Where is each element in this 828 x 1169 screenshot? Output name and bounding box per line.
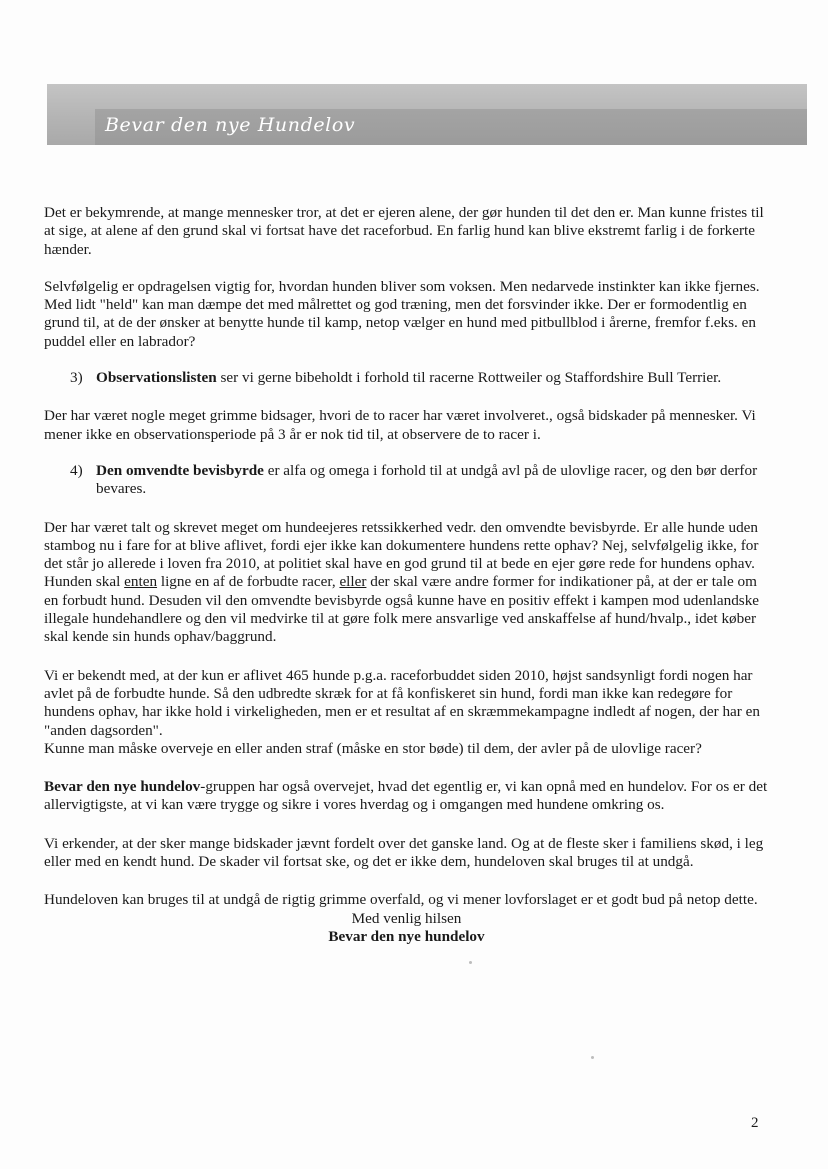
page-number: 2 — [751, 1115, 759, 1131]
paragraph-5-question: Kunne man måske overveje en eller anden straf (måske en stor bøde) til dem, der avler på de ulovlige racer? — [44, 739, 702, 757]
paragraph-5: Vi er bekendt med, at der kun er aflivet 465 hunde p.g.a. raceforbuddet siden 2010, højst sandsynligt fordi nogen har avlet på de forbudte hunde. Så den udbredte skræk for at få konfiskeret sin hund, fordi man ikke kan redegøre for hundens ophav, har ikke hold i virkeligheden, men er et resultat af en skræmmekampagne indledt af nogen, der har en "anden dagsorden". — [44, 666, 760, 739]
paragraph-6-rest: -gruppen har også overvejet, hvad det egentlig er, vi kan opnå med en hundelov. For os er det allervigtigste, at vi kan være trygge og sikre i vores hverdag og i omgangen med hundene omkring os. — [44, 778, 768, 814]
observationslisten-heading: Observationslisten — [96, 369, 217, 387]
closing-signature: Bevar den nye hundelov — [328, 927, 485, 945]
list-item-4 — [70, 462, 769, 499]
list-text-4-rest: er alfa og omega i forhold til at undgå avl på de ulovlige racer, og den bør derfor bevares. — [96, 461, 758, 498]
paragraph-6 — [44, 778, 769, 815]
underlined-eller: eller — [339, 573, 367, 591]
title-banner-inner — [95, 109, 807, 145]
paragraph-3: Der har været nogle meget grimme bidsager, hvori de to racer har været involveret., også bidskader på mennesker. Vi mener ikke en observationsperiode på 3 år er nok tid til, at observere de to racer i. — [44, 407, 756, 443]
scan-speck — [591, 1056, 594, 1059]
paragraph-7: Vi erkender, at der sker mange bidskader jævnt fordelt over det ganske land. Og at de fleste sker i familiens skød, i leg eller med en kendt hund. De skader vil fortsat ske, og det er ikke dem, hundeloven skal bruges til at undgå. — [44, 834, 764, 871]
list-number-3: 3) — [70, 369, 83, 387]
page-title: Bevar den nye Hundelov — [105, 114, 356, 136]
paragraph-4-part-c: der skal være andre former for indikationer på, at der er tale om en forbudt hund. Desuden vil den omvendte bevisbyrde også kunne have en positiv effekt i kampen mod udenlandske illegale hundehandlere og den vil medvirke til at gøre folk mere ansvarlige ved anskaffelse af hund/hvalp., idet køber skal kende sin hunds ophav/baggrund. — [44, 573, 760, 646]
paragraph-4-part-a: Der har været talt og skrevet meget om hundeejeres retssikkerhed vedr. den omvendte bevisbyrde. Er alle hunde uden stambog nu i fare for at blive aflivet, fordi ejer ikke kan dokumentere hundens rette ophav? Nej, selvfølgelig ikke, for det står jo allerede i loven fra 2010, at politiet skal have en god grund til at bede en ejer gøre rede for hundens ophav. Hunden skal — [44, 518, 759, 591]
underlined-enten: enten — [124, 573, 158, 591]
letter-body — [44, 204, 769, 946]
paragraph-2: Selvfølgelig er opdragelsen vigtig for, hvordan hunden bliver som voksen. Men nedarvede instinkter kan ikke fjernes. Med lidt "held" kan man dæmpe det med målrettet og god træning, men det forsvinder ikke. Der er formodentlig en grund til, at de der ønsker at benytte hunde til kamp, netop vælger en hund med pitbullblod i årerne, fremfor f.eks. en puddel eller en labrador? — [44, 277, 760, 350]
list-number-4: 4) — [70, 461, 83, 479]
paragraph-4 — [44, 519, 769, 647]
list-text-3 — [96, 369, 769, 387]
list-text-3-rest: ser vi gerne bibeholdt i forhold til racerne Rottweiler og Staffordshire Bull Terrier. — [216, 369, 722, 387]
paragraph-1: Det er bekymrende, at mange mennesker tror, at det er ejeren alene, der gør hunden til det den er. Man kunne fristes til at sige, at alene af den grund skal vi fortsat have det raceforbud. En farlig hund kan blive ekstremt farlig i de forkerte hænder. — [44, 204, 764, 258]
list-item-3 — [70, 369, 769, 387]
closing-greeting: Med venlig hilsen — [351, 909, 462, 927]
bevisbyrde-heading: Den omvendte bevisbyrde — [96, 461, 264, 479]
scan-speck — [469, 961, 472, 964]
title-banner — [47, 84, 807, 145]
paragraph-8: Hundeloven kan bruges til at undgå de rigtig grimme overfald, og vi mener lovforslaget er et godt bud på netop dette. — [44, 891, 758, 909]
paragraph-4-part-b: ligne en af de forbudte racer, — [157, 573, 340, 591]
group-name-bold: Bevar den nye hundelov — [44, 778, 201, 796]
list-text-4 — [96, 462, 769, 499]
